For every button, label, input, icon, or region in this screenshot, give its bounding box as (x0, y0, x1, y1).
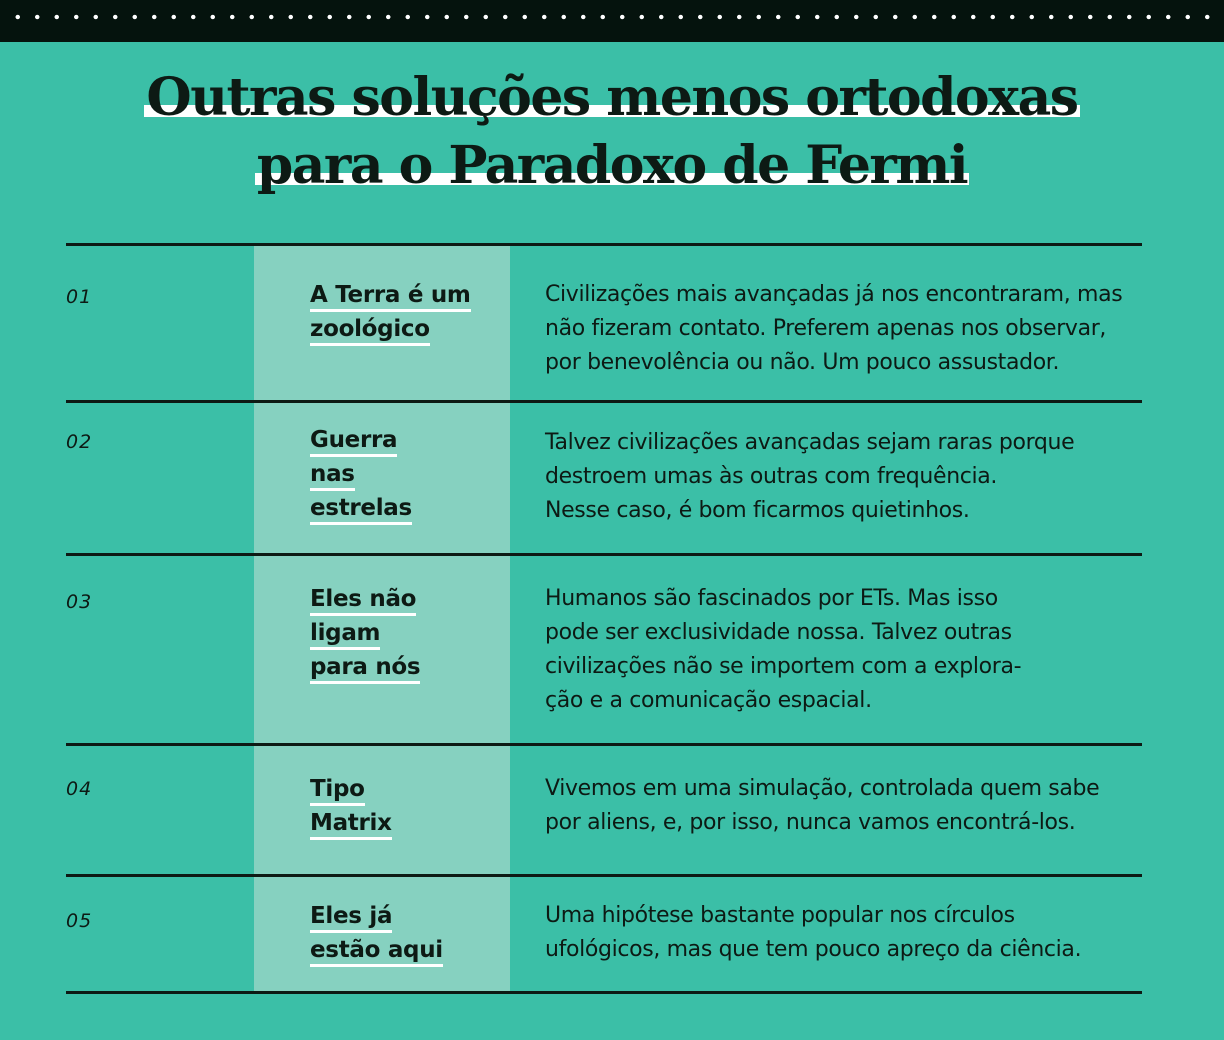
label-line: Eles não (310, 586, 416, 616)
row-description (545, 772, 1155, 840)
desc-line: Civilizações mais avançadas já nos encontraram, mas (545, 282, 1123, 307)
table-rule (66, 243, 1142, 246)
row-description (545, 582, 1155, 718)
row-label (310, 423, 500, 525)
row-number: 03 (66, 591, 93, 613)
label-line: nas (310, 461, 355, 491)
label-line: Matrix (310, 810, 392, 840)
row-label (310, 278, 500, 346)
desc-line: Vivemos em uma simulação, controlada quem sabe (545, 776, 1100, 801)
row-number: 02 (66, 431, 93, 453)
label-line: Eles já (310, 903, 392, 933)
desc-line: civilizações não se importem com a explora- (545, 654, 1022, 679)
row-number: 01 (66, 286, 93, 308)
table-rule (66, 991, 1142, 994)
row-label (310, 772, 500, 840)
label-line: Guerra (310, 427, 397, 457)
top-dotted-bar (0, 0, 1224, 42)
title-line-2: para o Paradoxo de Fermi (256, 135, 968, 196)
desc-line: por benevolência ou não. Um pouco assustador. (545, 350, 1060, 375)
row-number: 04 (66, 778, 93, 800)
row-description (545, 899, 1155, 967)
desc-line: por aliens, e, por isso, nunca vamos encontrá-los. (545, 810, 1076, 835)
desc-line: destroem umas às outras com frequência. (545, 464, 998, 489)
row-label (310, 899, 500, 967)
label-line: ligam (310, 620, 380, 650)
label-line: estrelas (310, 495, 412, 525)
desc-line: Uma hipótese bastante popular nos círculos (545, 903, 1015, 928)
label-line: estão aqui (310, 937, 443, 967)
row-number: 05 (66, 910, 93, 932)
desc-line: ufológicos, mas que tem pouco apreço da ciência. (545, 937, 1082, 962)
row-description (545, 278, 1155, 380)
row-label (310, 582, 500, 684)
dot-pattern (8, 14, 1216, 20)
table-rule (66, 400, 1142, 403)
desc-line: Humanos são fascinados por ETs. Mas isso (545, 586, 998, 611)
label-line: para nós (310, 654, 420, 684)
table-rule (66, 743, 1142, 746)
label-line: zoológico (310, 316, 430, 346)
desc-line: Nesse caso, é bom ficarmos quietinhos. (545, 498, 970, 523)
label-line: Tipo (310, 776, 365, 806)
desc-line: ção e a comunicação espacial. (545, 688, 872, 713)
desc-line: não fizeram contato. Preferem apenas nos observar, (545, 316, 1107, 341)
desc-line: pode ser exclusividade nossa. Talvez outras (545, 620, 1012, 645)
title-line-1: Outras soluções menos ortodoxas (146, 67, 1078, 128)
page-title (0, 64, 1224, 200)
label-line: A Terra é um (310, 282, 471, 312)
table-rule (66, 553, 1142, 556)
row-description (545, 426, 1155, 528)
table-rule (66, 874, 1142, 877)
desc-line: Talvez civilizações avançadas sejam raras porque (545, 430, 1075, 455)
